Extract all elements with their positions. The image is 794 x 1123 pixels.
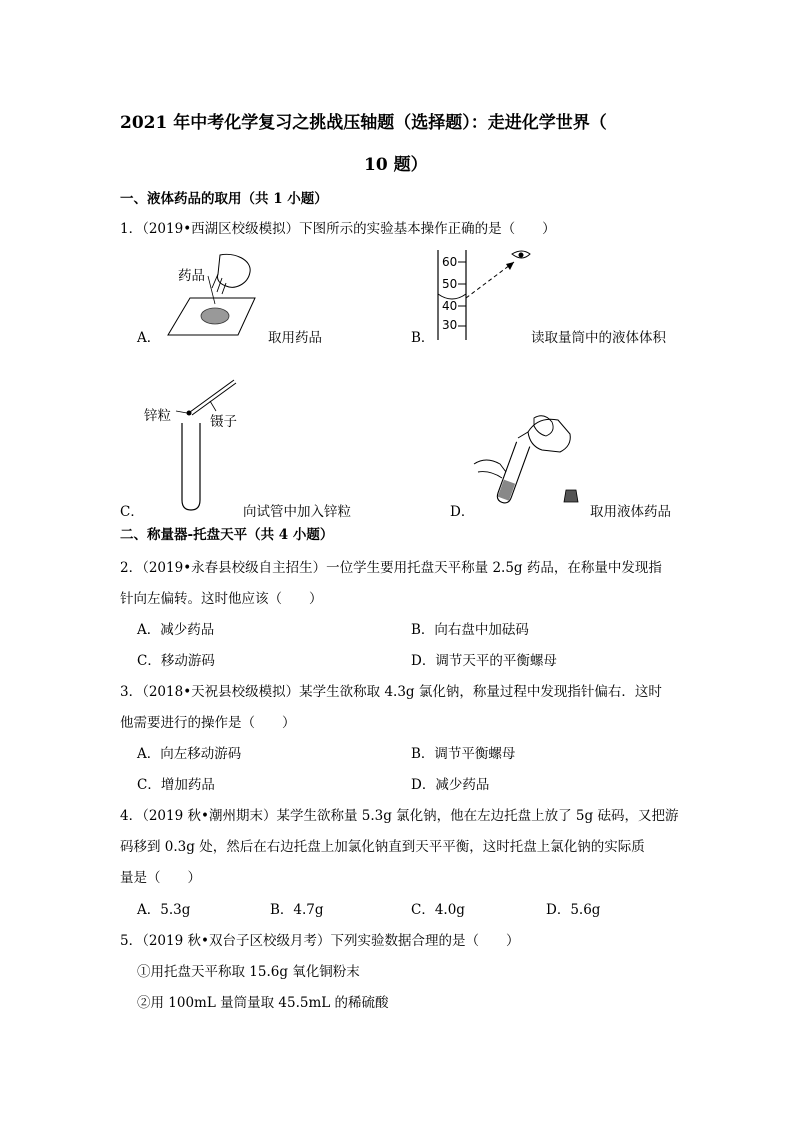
- q4-option-d: D．5.6g: [546, 902, 601, 918]
- q4-option-a: A．5.3g: [137, 902, 191, 918]
- question-4-line2: 码移到 0.3g 处，然后在右边托盘上加氯化钠直到天平平衡，这时托盘上氯化钠的实际质: [120, 839, 645, 855]
- q1-b-letter: B．: [411, 330, 435, 346]
- question-2-line2: 针向左偏转。这时他应该（ ）: [120, 591, 323, 607]
- page-title-line1: 2021 年中考化学复习之挑战压轴题（选择题）：走进化学世界（: [120, 113, 607, 133]
- q3-option-a: A．向左移动游码: [137, 746, 242, 762]
- q1-c-figure: [176, 375, 241, 515]
- q1-d-letter: D．: [450, 504, 475, 520]
- q2-option-d: D．调节天平的平衡螺母: [411, 653, 557, 669]
- question-3-line2: 他需要进行的操作是（ ）: [120, 715, 296, 731]
- section-heading-balance: 二、称量器-托盘天平（共 4 小题）: [120, 527, 334, 543]
- question-5-item1: ①用托盘天平称取 15.6g 氧化铜粉末: [137, 964, 360, 980]
- q3-option-b: B．调节平衡螺母: [411, 746, 516, 762]
- q4-option-c: C．4.0g: [411, 902, 465, 918]
- q2-option-c: C．移动游码: [137, 653, 215, 669]
- q1-b-scale-40: 40: [442, 299, 458, 313]
- q1-b-scale-50: 50: [442, 277, 458, 291]
- q1-a-caption: 取用药品: [268, 330, 322, 346]
- section-heading-liquid: 一、液体药品的取用（共 1 小题）: [120, 191, 328, 207]
- page-title-line2: 10 题）: [364, 155, 428, 175]
- q1-a-figure: [160, 250, 270, 340]
- q2-option-a: A．减少药品: [137, 622, 215, 638]
- question-1-stem: 1．（2019•西湖区校级模拟）下图所示的实验基本操作正确的是（ ）: [120, 221, 556, 237]
- question-5-line1: 5．（2019 秋•双台子区校级月考）下列实验数据合理的是（ ）: [120, 933, 520, 949]
- q1-b-scale-60: 60: [442, 255, 458, 269]
- q1-a-letter: A．: [137, 330, 161, 346]
- q3-option-c: C．增加药品: [137, 777, 215, 793]
- q1-c-caption: 向试管中加入锌粒: [243, 504, 351, 520]
- question-4-line3: 量是（ ）: [120, 870, 201, 886]
- q2-option-b: B．向右盘中加砝码: [411, 622, 529, 638]
- question-2-line1: 2．（2019•永春县校级自主招生）一位学生要用托盘天平称量 2.5g 药品，在称量中发现指: [120, 560, 662, 576]
- question-4-line1: 4．（2019 秋•潮州期末）某学生欲称量 5.3g 氯化钠，他在左边托盘上放了 5g 砝码，又把游: [120, 808, 679, 824]
- q1-c-zinc-label: 锌粒: [144, 408, 171, 424]
- q1-c-letter: C．: [120, 504, 144, 520]
- q4-option-b: B．4.7g: [270, 902, 324, 918]
- q3-option-d: D．减少药品: [411, 777, 490, 793]
- q1-a-figure-label: 药品: [178, 268, 205, 284]
- q1-d-figure: [472, 412, 582, 512]
- q1-d-caption: 取用液体药品: [590, 504, 671, 520]
- q1-b-scale-30: 30: [442, 318, 458, 332]
- q1-b-caption: 读取量筒中的液体体积: [531, 330, 666, 346]
- q1-c-tweezers-label: 镊子: [210, 414, 237, 430]
- question-5-item2: ②用 100mL 量筒量取 45.5mL 的稀硫酸: [137, 995, 389, 1011]
- question-3-line1: 3．（2018•天祝县校级模拟）某学生欲称取 4.3g 氯化钠，称量过程中发现指针偏右．这时: [120, 684, 662, 700]
